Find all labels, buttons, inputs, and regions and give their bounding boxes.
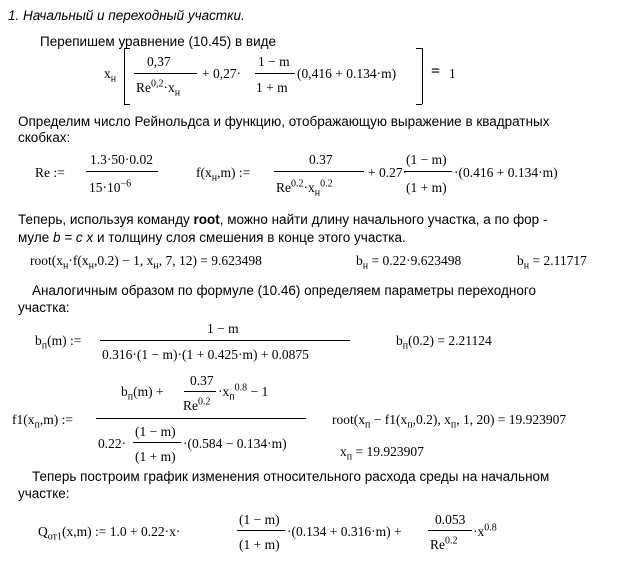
eq1-right-bracket bbox=[422, 48, 423, 104]
bp-value: $b_п(0.2) = 2.21124$ bbox=[396, 333, 492, 352]
eq1-x: $x_н$ bbox=[104, 66, 117, 85]
eq1-frac-num: 1 − m bbox=[258, 54, 290, 69]
eq1-num: 0,37 bbox=[147, 54, 171, 69]
paragraph-root: Теперь, используя команду root, можно найти длину начального участка, а по фор - bbox=[18, 212, 548, 227]
paragraph-transition: Аналогичным образом по формуле (10.46) определяем параметры переходного bbox=[32, 283, 536, 298]
paragraph-rewrite: Перепишем уравнение (10.45) в виде bbox=[40, 34, 276, 49]
paragraph-graph-cont: участке: bbox=[18, 486, 70, 501]
bn-expression: $b_н = 0.22\cdot 9.623498$ bbox=[356, 253, 462, 272]
paragraph-reynolds-cont: скобках: bbox=[18, 130, 71, 145]
paragraph-graph: Теперь построим график изменения относительного расхода среды на начальном bbox=[32, 469, 550, 484]
paragraph-formula: муле b = c x и толщину слоя смешения в конце этого участка. bbox=[18, 230, 406, 245]
eq1-rhs: 1 bbox=[449, 66, 456, 81]
eq1-plus: + 0,27· bbox=[202, 66, 242, 81]
root-initial-section: $root(x_н\cdot f(x_н,0.2) - 1$, $x_н$, 7, 12) = 9.623498 bbox=[30, 253, 262, 272]
eq1-den: $Re^{0,2}\cdot x_н$ bbox=[136, 78, 181, 99]
paragraph-transition-cont: участка: bbox=[18, 300, 70, 315]
section-heading: 1. Начальный и переходный участки. bbox=[8, 8, 245, 23]
bn-value: $b_н = 2.11717$ bbox=[517, 253, 587, 272]
eq1-left-bracket bbox=[124, 48, 125, 104]
eq1-frac-den: 1 + m bbox=[256, 80, 288, 95]
xp-value: $x_п = 19.923907$ bbox=[340, 444, 424, 463]
root-transition-section: $root(x_п - f1(x_п,0.2)$, $x_п$, 1, 20) = 19.923907 bbox=[332, 412, 567, 431]
eq1-equals: = bbox=[431, 63, 441, 80]
eq1-tail: (0,416 + 0.134·m) bbox=[297, 66, 397, 81]
paragraph-reynolds: Определим число Рейнольдса и функцию, отображающую выражение в квадратных bbox=[18, 114, 550, 129]
